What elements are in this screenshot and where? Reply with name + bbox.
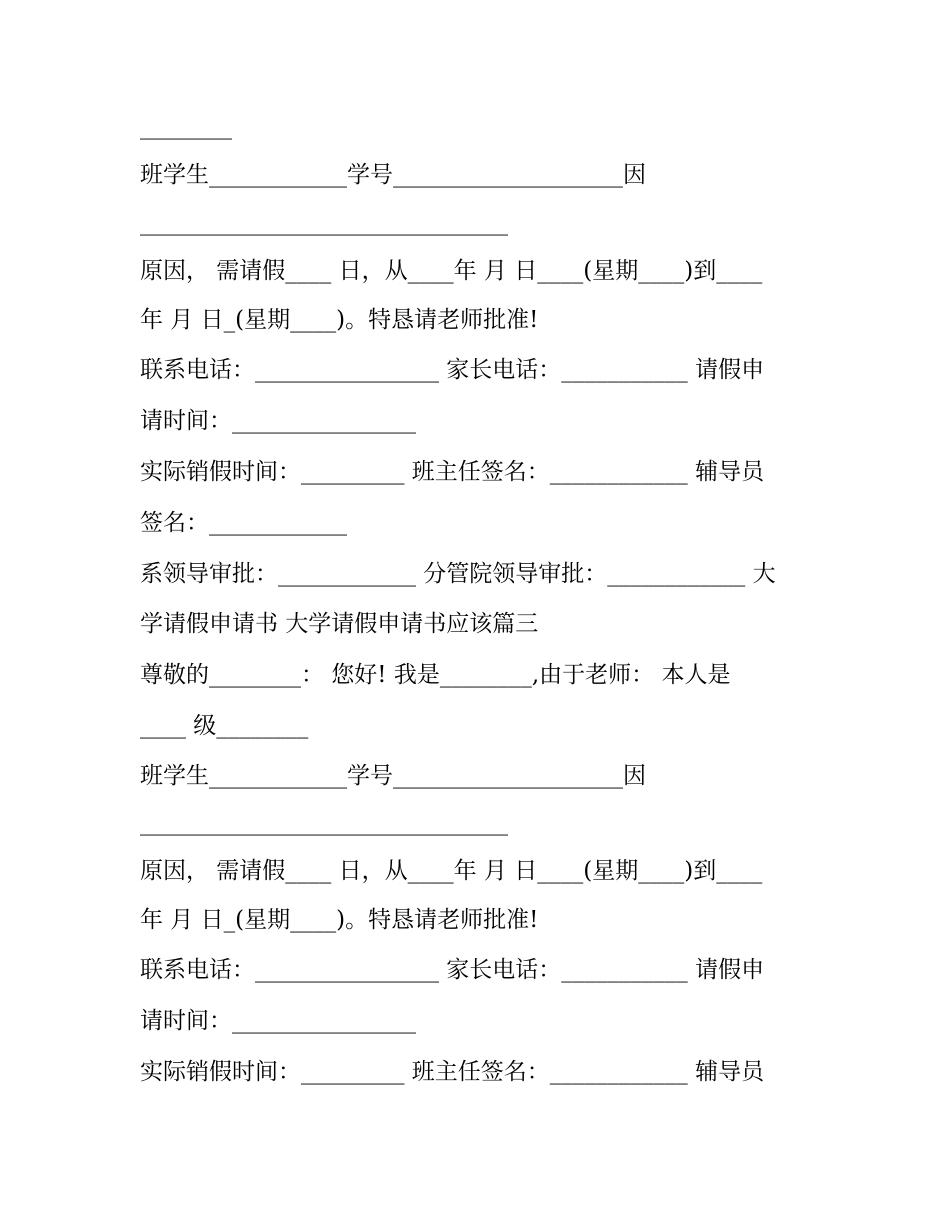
text-line: 班学生____________学号____________________因: [140, 162, 646, 188]
text-line: ____ 级________: [140, 713, 309, 739]
text-line: 系领导审批：____________ 分管院领导审批：____________ 大: [140, 561, 776, 587]
text-line: ________________________________: [140, 810, 508, 836]
text-line: 联系电话：________________ 家长电话：___________ 请假申: [140, 957, 765, 983]
text-line: 联系电话：________________ 家长电话：___________ 请假申: [140, 357, 765, 383]
text-line: 原因， 需请假____ 日，从____年 月 日____(星期____)到____: [140, 858, 763, 884]
text-line: 签名：____________: [140, 510, 347, 536]
text-line: 学请假申请书 大学请假申请书应该篇三: [140, 611, 539, 637]
text-line: 原因， 需请假____ 日，从____年 月 日____(星期____)到____: [140, 258, 763, 284]
text-line: 年 月 日_(星期____)。特恳请老师批准!: [140, 907, 539, 933]
text-line: ________: [140, 114, 232, 140]
text-line: 尊敬的________： 您好! 我是________,由于老师： 本人是: [140, 662, 731, 688]
text-line: 实际销假时间：_________ 班主任签名：____________ 辅导员: [140, 459, 765, 485]
text-line: 请时间：________________: [140, 408, 416, 434]
text-line: ________________________________: [140, 210, 508, 236]
text-line: 实际销假时间：_________ 班主任签名：____________ 辅导员: [140, 1059, 765, 1085]
text-line: 年 月 日_(星期____)。特恳请老师批准!: [140, 307, 539, 333]
text-line: 请时间：________________: [140, 1008, 416, 1034]
text-line: 班学生____________学号____________________因: [140, 763, 646, 789]
